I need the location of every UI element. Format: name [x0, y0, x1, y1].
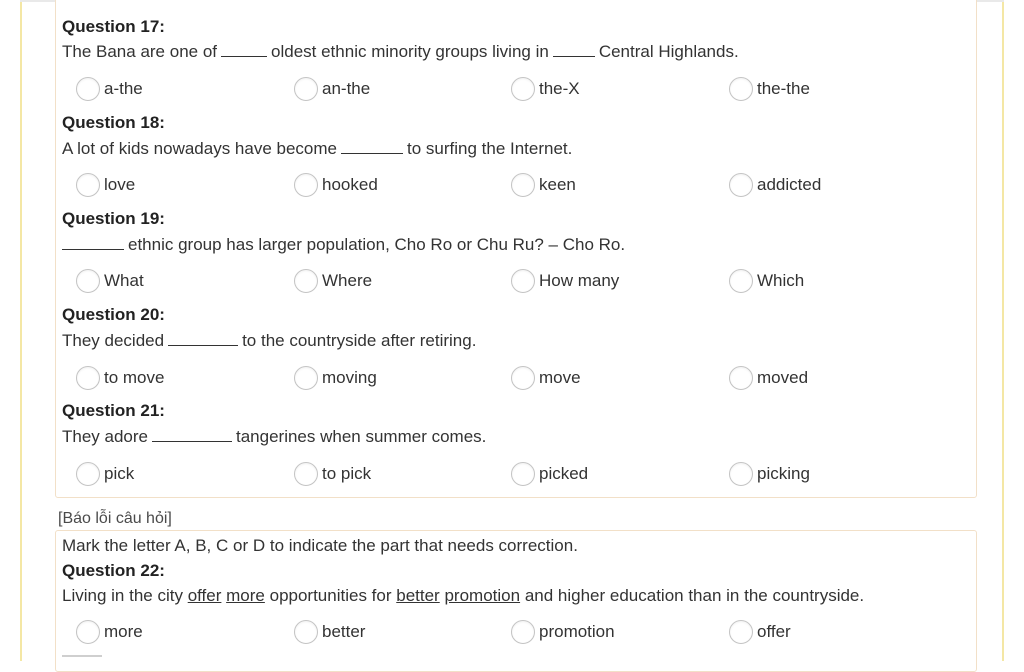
radio-circle-icon[interactable]: [294, 173, 318, 197]
question-text: [62, 331, 476, 351]
option-radio[interactable]: [76, 269, 144, 293]
radio-circle-icon[interactable]: [511, 462, 535, 486]
question-title: Question 20:: [62, 305, 165, 324]
option-radio[interactable]: [729, 620, 791, 644]
option-radio[interactable]: [294, 620, 365, 644]
option-radio[interactable]: [294, 173, 378, 197]
answer-blank: [221, 42, 267, 57]
option-label: pick: [104, 464, 135, 483]
radio-circle-icon[interactable]: [294, 269, 318, 293]
option-label: more: [104, 622, 143, 641]
question-title: Question 19:: [62, 209, 165, 228]
radio-circle-icon[interactable]: [294, 462, 318, 486]
option-label: an-the: [322, 79, 371, 98]
question-text: [62, 235, 625, 255]
radio-circle-icon[interactable]: [76, 173, 100, 197]
option-radio[interactable]: [511, 173, 576, 197]
option-label: How many: [539, 271, 620, 290]
option-radio[interactable]: [729, 173, 821, 197]
radio-circle-icon[interactable]: [76, 366, 100, 390]
radio-circle-icon[interactable]: [511, 366, 535, 390]
option-label: addicted: [757, 175, 822, 194]
radio-circle-icon[interactable]: [729, 462, 753, 486]
question-title: Question 18:: [62, 113, 165, 132]
option-label: moving: [322, 368, 377, 387]
option-label: the-the: [757, 79, 810, 98]
option-radio[interactable]: [76, 173, 135, 197]
question-text-part: The Bana are one of: [62, 42, 218, 61]
underlined-part: more: [226, 586, 265, 605]
radio-circle-icon[interactable]: [76, 77, 100, 101]
question-text-part: Central Highlands.: [598, 42, 739, 61]
left-border-line: [20, 0, 22, 661]
radio-circle-icon[interactable]: [729, 173, 753, 197]
radio-circle-icon[interactable]: [729, 366, 753, 390]
radio-circle-icon[interactable]: [294, 366, 318, 390]
radio-circle-icon[interactable]: [511, 77, 535, 101]
option-radio[interactable]: [76, 366, 164, 390]
answer-blank: [553, 42, 595, 57]
question-text: [62, 586, 864, 606]
option-label: hooked: [322, 175, 378, 194]
question-text-part: to surfing the Internet.: [407, 139, 573, 158]
answer-blank: [62, 235, 124, 250]
option-radio[interactable]: [76, 620, 143, 644]
answer-blank: [168, 331, 238, 346]
option-radio[interactable]: [511, 269, 619, 293]
option-label: offer: [757, 622, 791, 641]
radio-circle-icon[interactable]: [511, 620, 535, 644]
radio-circle-icon[interactable]: [729, 269, 753, 293]
question-text-part: A lot of kids nowadays have become: [62, 139, 337, 158]
answer-blank: [341, 139, 403, 154]
radio-circle-icon[interactable]: [76, 620, 100, 644]
option-radio[interactable]: [294, 77, 370, 101]
option-radio[interactable]: [76, 77, 143, 101]
underlined-part: better: [396, 586, 440, 605]
answer-blank: [152, 427, 232, 442]
option-label: Where: [322, 271, 373, 290]
underlined-part: offer: [187, 586, 222, 605]
question-text-part: opportunities for: [269, 586, 392, 605]
partial-text-below: [62, 655, 102, 663]
option-label: picked: [539, 464, 589, 483]
question-text: [62, 139, 572, 159]
option-radio[interactable]: [511, 620, 615, 644]
question-text-part: They decided: [62, 331, 165, 350]
option-radio[interactable]: [294, 462, 371, 486]
option-radio[interactable]: [729, 462, 810, 486]
question-text-part: ethnic group has larger population, Cho Ro or Chu Ru? – Cho Ro.: [128, 235, 626, 254]
question-text-part: Living in the city: [62, 586, 183, 605]
option-label: moved: [757, 368, 809, 387]
question-text: [62, 427, 486, 447]
option-radio[interactable]: [511, 462, 588, 486]
option-radio[interactable]: [294, 269, 372, 293]
report-question-link[interactable]: [Báo lỗi câu hỏi]: [58, 510, 172, 527]
option-label: to move: [104, 368, 165, 387]
option-label: promotion: [539, 622, 615, 641]
option-radio[interactable]: [729, 77, 810, 101]
option-radio[interactable]: [729, 366, 808, 390]
option-label: keen: [539, 175, 576, 194]
question-title: Question 17:: [62, 17, 165, 36]
right-border-line: [1002, 0, 1004, 661]
option-label: a-the: [104, 79, 143, 98]
question-title: Question 22:: [62, 561, 165, 580]
option-label: love: [104, 175, 136, 194]
underlined-part: promotion: [444, 586, 521, 605]
radio-circle-icon[interactable]: [76, 462, 100, 486]
radio-circle-icon[interactable]: [511, 269, 535, 293]
radio-circle-icon[interactable]: [294, 620, 318, 644]
option-label: Which: [757, 271, 805, 290]
radio-circle-icon[interactable]: [294, 77, 318, 101]
question-text-part: to the countryside after retiring.: [242, 331, 477, 350]
option-radio[interactable]: [294, 366, 377, 390]
option-radio[interactable]: [76, 462, 134, 486]
option-label: the-X: [539, 79, 580, 98]
option-label: to pick: [322, 464, 372, 483]
option-radio[interactable]: [729, 269, 804, 293]
question-text-part: oldest ethnic minority groups living in: [271, 42, 549, 61]
section-instruction: Mark the letter A, B, C or D to indicate the part that needs correction.: [62, 536, 578, 555]
question-text-part: tangerines when summer comes.: [236, 427, 487, 446]
radio-circle-icon[interactable]: [511, 173, 535, 197]
radio-circle-icon[interactable]: [76, 269, 100, 293]
option-label: picking: [757, 464, 810, 483]
radio-circle-icon[interactable]: [729, 77, 753, 101]
question-text-part: and higher education than in the countryside.: [524, 586, 865, 605]
radio-circle-icon[interactable]: [729, 620, 753, 644]
option-radio[interactable]: [511, 366, 581, 390]
question-text-part: They adore: [62, 427, 148, 446]
question-text: [62, 42, 739, 62]
option-radio[interactable]: [511, 77, 580, 101]
option-label: move: [539, 368, 581, 387]
option-label: What: [104, 271, 144, 290]
option-label: better: [322, 622, 366, 641]
question-title: Question 21:: [62, 401, 165, 420]
